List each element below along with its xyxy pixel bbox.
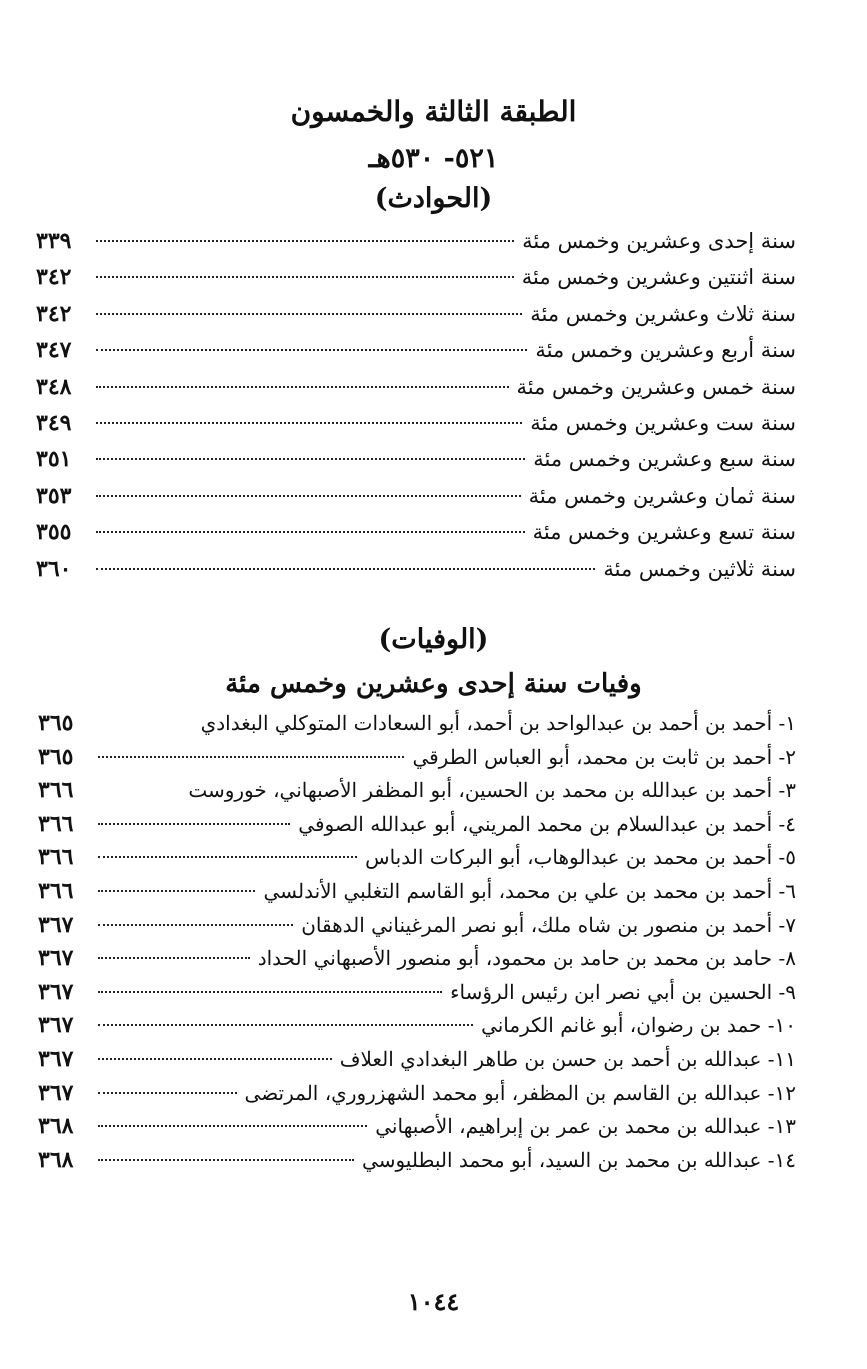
entry-page-number: ٣٦٨	[38, 1146, 74, 1173]
event-entry	[36, 332, 796, 368]
entry-label: ٤- أحمد بن عبدالسلام بن محمد المريني، أبو عبدالله الصوفي	[298, 811, 796, 836]
dot-leader	[98, 1125, 367, 1127]
event-entry	[36, 478, 796, 514]
entry-label: ٩- الحسين بن أبي نصر ابن رئيس الرؤساء	[450, 979, 796, 1004]
year-range: ٥٢١- ٥٣٠هـ	[368, 143, 499, 174]
entry-label: سنة تسع وعشرين وخمس مئة	[532, 520, 796, 545]
event-entry	[36, 514, 796, 550]
entry-page-number: ٣٥٥	[36, 519, 72, 546]
deaths-heading: (الوفيات)	[378, 624, 489, 655]
dot-leader	[96, 240, 514, 242]
entry-page-number: ٣٦٨	[38, 1113, 74, 1140]
death-entry	[38, 909, 796, 943]
entry-page-number: ٣٤٨	[36, 373, 72, 400]
death-entry	[38, 741, 796, 775]
entry-page-number: ٣٦٧	[38, 978, 74, 1005]
event-entry	[36, 405, 796, 441]
entry-label: ٢- أحمد بن ثابت بن محمد، أبو العباس الطرقي	[412, 744, 796, 769]
events-list	[36, 223, 796, 587]
entry-page-number: ٣٥٣	[36, 482, 72, 509]
entry-page-number: ٣٤٢	[36, 264, 72, 291]
entry-label: ١٠- حمد بن رضوان، أبو غانم الكرماني	[481, 1013, 796, 1038]
death-entry	[38, 942, 796, 976]
dot-leader	[96, 386, 509, 388]
dot-leader	[98, 1024, 473, 1026]
death-entry	[38, 1077, 796, 1111]
dot-leader	[96, 313, 522, 315]
entry-page-number: ٣٦٦	[38, 810, 74, 837]
entry-page-number: ٣٥١	[36, 446, 72, 473]
dot-leader	[98, 1058, 332, 1060]
death-entry	[38, 976, 796, 1010]
dot-leader	[98, 890, 255, 892]
death-entry	[38, 808, 796, 842]
dot-leader	[96, 276, 514, 278]
entry-page-number: ٣٦٦	[38, 777, 74, 804]
entry-page-number: ٣٦٧	[38, 1079, 74, 1106]
entry-label: سنة ثمان وعشرين وخمس مئة	[528, 483, 796, 508]
entry-label: ١١- عبدالله بن أحمد بن حسن بن طاهر البغدادي العلاف	[339, 1046, 796, 1071]
entry-label: ٨- حامد بن محمد بن حامد بن محمود، أبو منصور الأصبهاني الحداد	[257, 946, 796, 971]
entry-label: ٥- أحمد بن محمد بن عبدالوهاب، أبو البركات الدباس	[365, 845, 796, 870]
dot-leader	[98, 823, 290, 825]
event-entry	[36, 223, 796, 259]
entry-page-number: ٣٦٧	[38, 1012, 74, 1039]
event-entry	[36, 259, 796, 295]
dot-leader	[96, 531, 525, 533]
page-number: ١٠٤٤	[407, 1287, 460, 1316]
deaths-year-heading: وفيات سنة إحدى وعشرين وخمس مئة	[225, 669, 642, 699]
event-entry	[36, 296, 796, 332]
entry-page-number: ٣٦٦	[38, 877, 74, 904]
death-entry	[38, 1043, 796, 1077]
entry-page-number: ٣٣٩	[36, 228, 72, 254]
entry-page-number: ٣٦٠	[36, 555, 72, 582]
entry-page-number: ٣٦٥	[38, 710, 74, 736]
death-entry	[38, 1110, 796, 1144]
death-entry	[38, 875, 796, 909]
dot-leader	[98, 856, 357, 858]
dot-leader	[96, 349, 527, 351]
entry-label: سنة اثنتين وعشرين وخمس مئة	[521, 265, 796, 290]
entry-label: سنة ثلاثين وخمس مئة	[603, 556, 796, 581]
dot-leader	[98, 1092, 237, 1094]
entry-label: سنة إحدى وعشرين وخمس مئة	[522, 229, 796, 253]
entry-label: ١٣- عبدالله بن محمد بن عمر بن إبراهيم، الأصبهاني	[375, 1114, 796, 1139]
entry-label: سنة أربع وعشرين وخمس مئة	[535, 338, 796, 363]
death-entry	[38, 1144, 796, 1178]
death-entry	[38, 707, 796, 741]
event-entry	[36, 441, 796, 477]
entry-label: سنة سبع وعشرين وخمس مئة	[533, 447, 796, 472]
entry-label: ١٢- عبدالله بن القاسم بن المظفر، أبو محمد الشهزروري، المرتضى	[244, 1080, 796, 1105]
entry-page-number: ٣٦٧	[38, 945, 74, 972]
dot-leader	[98, 991, 442, 993]
entry-label: ٦- أحمد بن محمد بن علي بن محمد، أبو القاسم التغلبي الأندلسي	[263, 878, 796, 903]
dot-leader	[96, 422, 522, 424]
dot-leader	[96, 568, 595, 570]
dot-leader	[98, 957, 250, 959]
section-title: الطبقة الثالثة والخمسون	[290, 95, 577, 128]
entry-page-number: ٣٤٢	[36, 300, 72, 327]
entry-page-number: ٣٦٧	[38, 911, 74, 938]
entry-page-number: ٣٦٦	[38, 844, 74, 871]
dot-leader	[96, 495, 521, 497]
death-entry	[38, 774, 796, 808]
entry-label: سنة ست وعشرين وخمس مئة	[530, 410, 796, 435]
death-entry	[38, 841, 796, 875]
dot-leader	[98, 1159, 354, 1161]
entry-page-number: ٣٦٧	[38, 1045, 74, 1072]
entry-label: سنة ثلاث وعشرين وخمس مئة	[530, 301, 796, 326]
death-entry	[38, 1009, 796, 1043]
entry-page-number: ٣٦٥	[38, 743, 74, 770]
entry-label: ٧- أحمد بن منصور بن شاه ملك، أبو نصر المرغيناني الدهقان	[301, 912, 796, 937]
deaths-list	[38, 707, 796, 1177]
event-entry	[36, 551, 796, 587]
entry-label: ١٤- عبدالله بن محمد بن السيد، أبو محمد البطليوسي	[362, 1147, 796, 1172]
entry-page-number: ٣٤٧	[36, 337, 72, 364]
entry-label: ١- أحمد بن أحمد بن عبدالواحد بن أحمد، أبو السعادات المتوكلي البغدادي	[200, 711, 796, 735]
dot-leader	[98, 924, 293, 926]
entry-page-number: ٣٤٩	[36, 409, 72, 436]
event-entry	[36, 369, 796, 405]
entry-label: سنة خمس وعشرين وخمس مئة	[516, 374, 796, 399]
dot-leader	[96, 458, 525, 460]
entry-label: ٣- أحمد بن عبدالله بن محمد بن الحسين، أبو المظفر الأصبهاني، خوروست	[188, 778, 796, 803]
events-heading: (الحوادث)	[374, 183, 493, 214]
dot-leader	[98, 756, 404, 758]
